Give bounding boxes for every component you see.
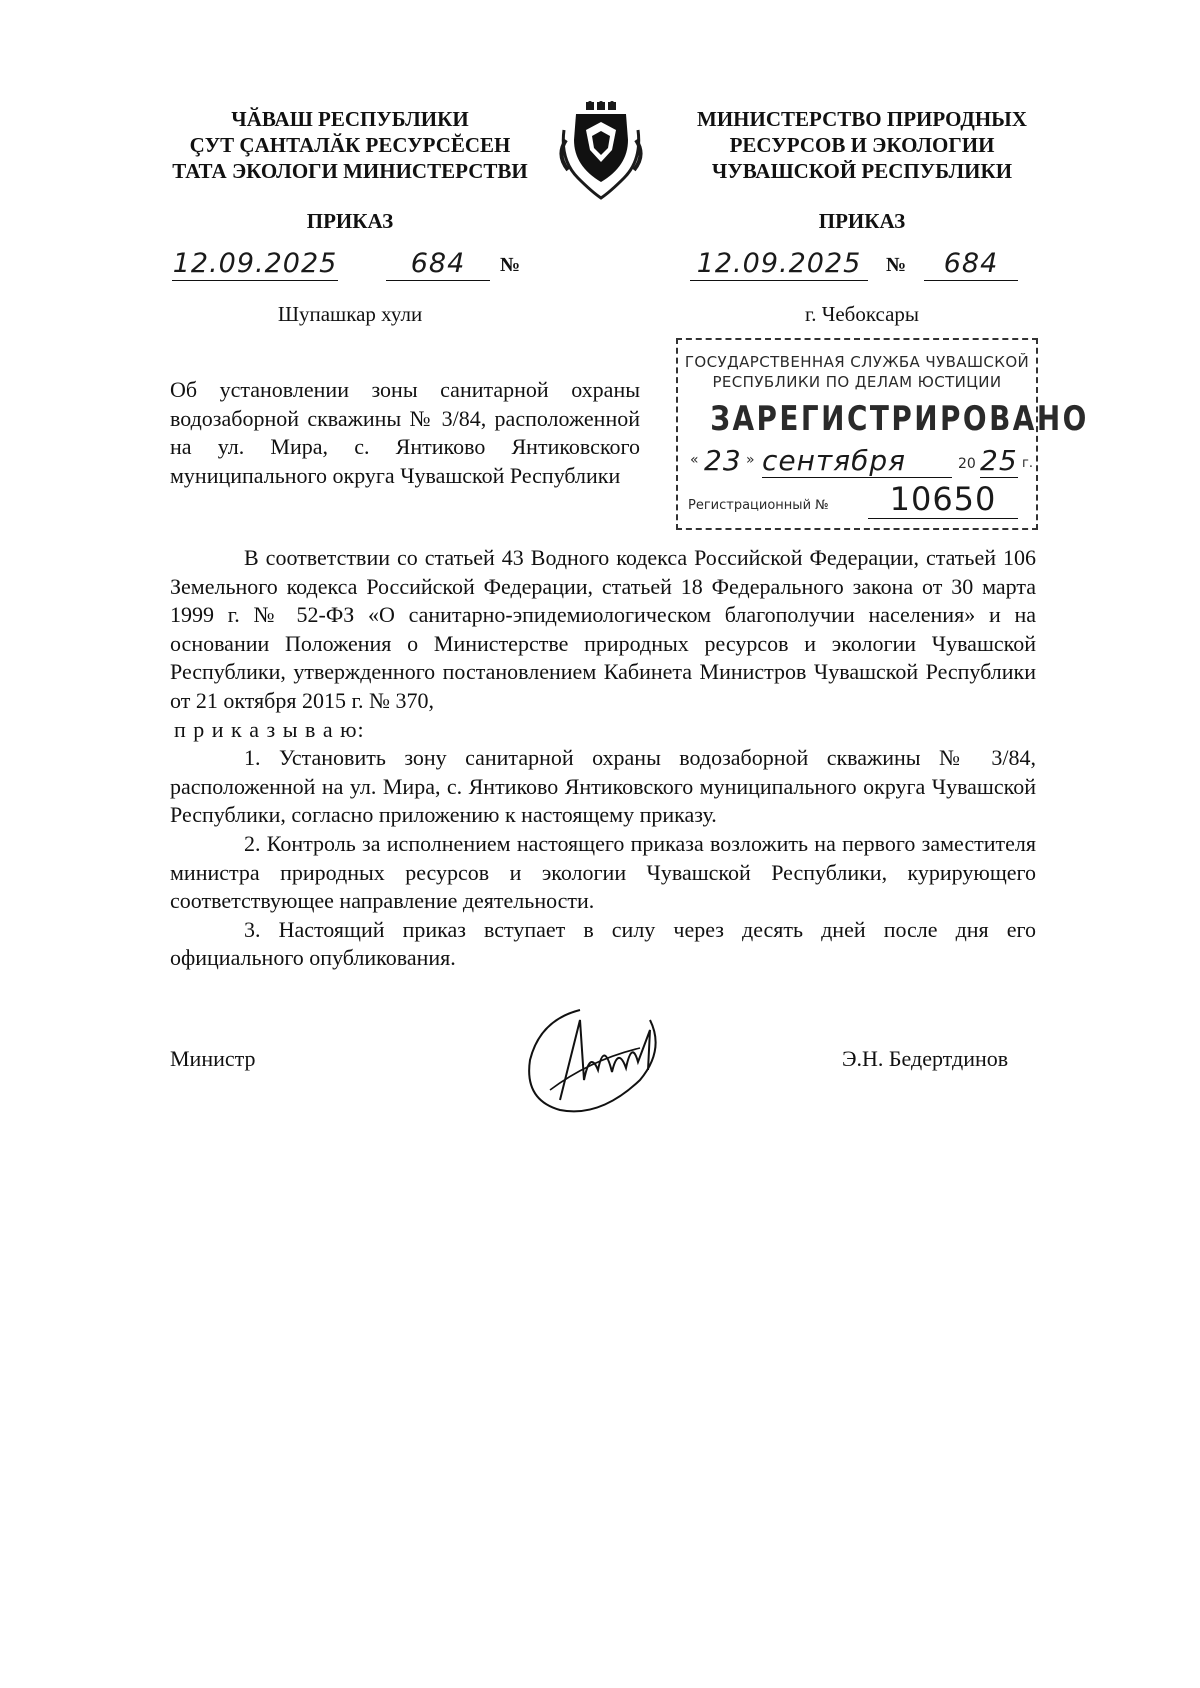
item-3: 3. Настоящий приказ вступает в силу через десять дней после дня его официального опубликования. [170, 916, 1036, 971]
stamp-line2: РЕСПУБЛИКИ ПО ДЕЛАМ ЮСТИЦИИ [712, 373, 1002, 391]
handwritten-signature [520, 1000, 670, 1120]
left-number: 684 [386, 248, 490, 281]
left-date: 12.09.2025 [172, 248, 338, 279]
stamp-month: сентября [762, 444, 952, 478]
stamp-year-suffix: 25 [980, 444, 1018, 477]
right-number: 684 [924, 248, 1018, 281]
coat-of-arms-icon [556, 100, 646, 200]
stamp-reg-row [678, 480, 1036, 520]
signatory-name: Э.Н. Бедертдинов [842, 1046, 1009, 1071]
stamp-reg-label: Регистрационный № [688, 498, 829, 513]
header-right-line3: ЧУВАШСКОЙ РЕСПУБЛИКИ [711, 159, 1013, 183]
subject: Об установлении зоны санитарной охраны водозаборной скважины № 3/84, расположенной на ул. Мира, с. Янтиково Янтиковского муниципального округа Чувашской Республики [170, 377, 640, 488]
signatory-position: Министр [170, 1046, 256, 1071]
header-right-line1: МИНИСТЕРСТВО ПРИРОДНЫХ [697, 107, 1027, 131]
stamp-day: 23 [704, 444, 742, 477]
stamp-year-prefix: 20 [958, 456, 976, 472]
right-city: г. Чебоксары [804, 302, 920, 326]
registration-stamp [676, 338, 1089, 530]
header-right-doc-type: ПРИКАЗ [818, 209, 906, 233]
stamp-date-row: « 23 » сентября 20 25 г. [690, 444, 1033, 477]
left-number-sign: № [500, 254, 521, 276]
header-left-line1: ЧӐВАШ РЕСПУБЛИКИ [231, 107, 469, 131]
order-word: п р и к а з ы в а ю: [174, 716, 365, 742]
stamp-year-end: г. [1022, 456, 1033, 471]
header-left [170, 106, 530, 184]
item-2: 2. Контроль за исполнением настоящего приказа возложить на первого заместителя министра природных ресурсов и экологии Чувашской Республики, курирующего соответствующее направление деятельности. [170, 830, 1036, 914]
header-left-line2: ÇУТ ÇАНТАЛӐК РЕСУРСĔСЕН [189, 133, 511, 157]
header-right-line2: РЕСУРСОВ И ЭКОЛОГИИ [729, 133, 995, 157]
header-left-doc-type: ПРИКАЗ [306, 209, 394, 233]
header-left-line3: ТАТА ЭКОЛОГИ МИНИСТЕРСТВИ [172, 159, 528, 183]
stamp-line1: ГОСУДАРСТВЕННАЯ СЛУЖБА ЧУВАШСКОЙ [684, 353, 1030, 371]
body [170, 544, 1036, 973]
preamble: В соответствии со статьей 43 Водного кодекса Российской Федерации, статьей 106 Земельного кодекса Российской Федерации, статьей 18 Федерального закона от 30 марта 1999 г. № 52-ФЗ «О санитарно-эпидемиологическом благополучии населения» и на основании Положения о Министерстве природных ресурсов и экологии Чувашской Республики, утвержденного постановлением Кабинета Министров Чувашской Республики от 21 октября 2015 г. № 370, [170, 545, 1036, 713]
stamp-status: ЗАРЕГИСТРИРОВАНО [710, 399, 1089, 439]
stamp-reg-number: 10650 [868, 480, 1018, 519]
left-city: Шупашкар хули [277, 302, 423, 326]
item-1: 1. Установить зону санитарной охраны водозаборной скважины № 3/84, расположенной на ул. Мира, с. Янтиково Янтиковского муниципального округа Чувашской Республики, согласно приложению к настоящему приказу. [170, 745, 1036, 828]
right-date: 12.09.2025 [690, 248, 868, 281]
right-number-sign: № [886, 254, 907, 276]
header-right [688, 106, 1036, 184]
